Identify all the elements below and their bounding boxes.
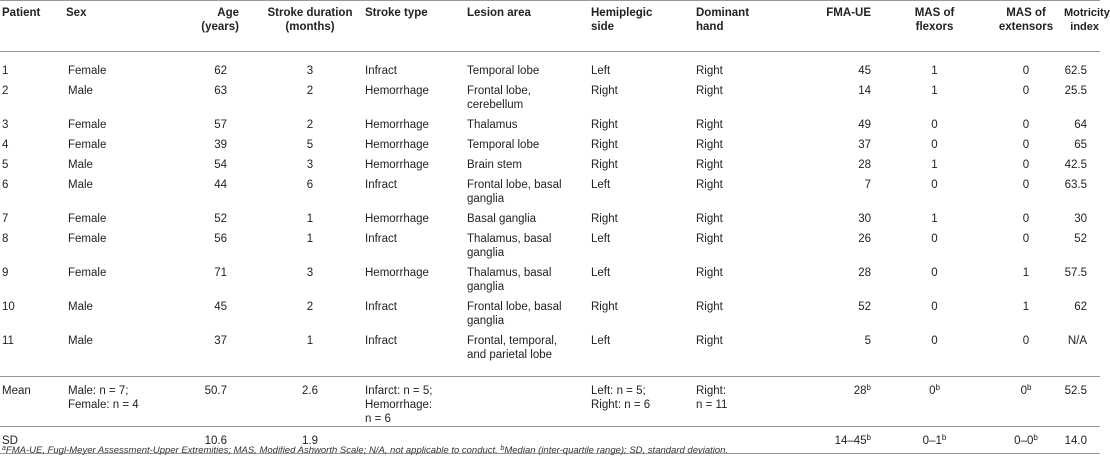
cell-sex: Male bbox=[68, 179, 93, 191]
header-mas-extensors: MAS of extensors bbox=[998, 7, 1054, 33]
header-dominant-hand: Dominant hand bbox=[696, 7, 750, 33]
cell-duration: 2 bbox=[306, 301, 314, 313]
cell-mas-extensors: 1 bbox=[1022, 267, 1030, 279]
mean-dominant-hand bbox=[676, 376, 761, 426]
table-row bbox=[0, 328, 1100, 376]
cell-mas-extensors: 0 bbox=[1022, 85, 1030, 97]
sd-mas-flexors bbox=[876, 426, 973, 453]
cell-lesion-area: Frontal lobe, basal ganglia bbox=[467, 179, 562, 205]
cell-mas-flexors: 1 bbox=[931, 85, 938, 97]
mean-stroke-type bbox=[359, 376, 457, 426]
cell-stroke-type: Hemorrhage bbox=[365, 267, 429, 279]
table-row bbox=[0, 112, 1100, 132]
mean-fma-ue bbox=[761, 376, 876, 426]
cell-stroke-type: Infract bbox=[365, 233, 397, 245]
sd-fma-sup: b bbox=[866, 432, 871, 442]
cell-patient: 6 bbox=[2, 179, 9, 191]
cell-duration: 3 bbox=[306, 65, 314, 77]
cell-fma-ue: 14 bbox=[858, 85, 871, 97]
mean-mas-flexors bbox=[876, 376, 973, 426]
sd-label: SD bbox=[2, 434, 18, 447]
mean-sex-male: Male: n = 7; bbox=[68, 384, 129, 397]
table-row bbox=[0, 132, 1100, 152]
cell-fma-ue: 5 bbox=[864, 335, 871, 347]
cell-age: 54 bbox=[214, 159, 227, 171]
cell-duration: 1 bbox=[306, 233, 314, 245]
header-mas-flexors: MAS of flexors bbox=[914, 7, 955, 33]
cell-mas-flexors: 1 bbox=[931, 213, 938, 225]
mean-mas-flex-value: 0 bbox=[929, 384, 936, 397]
cell-stroke-type: Infract bbox=[365, 65, 397, 77]
header-motricity-index: Motricity index bbox=[1064, 7, 1110, 33]
cell-patient: 5 bbox=[2, 159, 9, 171]
cell-age: 39 bbox=[214, 139, 227, 151]
header-sex: Sex bbox=[66, 7, 87, 19]
sd-mas-ext-sup: b bbox=[1033, 432, 1038, 442]
mean-side-line2: Right: n = 6 bbox=[591, 398, 651, 411]
table-body bbox=[0, 52, 1100, 377]
cell-hemiplegic-side: Right bbox=[591, 213, 618, 225]
cell-duration: 2 bbox=[306, 85, 314, 97]
cell-duration: 2 bbox=[306, 119, 314, 131]
table-row bbox=[0, 294, 1100, 328]
cell-hemiplegic-side: Left bbox=[591, 179, 611, 191]
sd-mas-ext-value: 0–0 bbox=[1014, 434, 1034, 447]
cell-hemiplegic-side: Right bbox=[591, 301, 618, 313]
cell-sex: Female bbox=[68, 233, 107, 245]
cell-age: 71 bbox=[214, 267, 227, 279]
cell-sex: Female bbox=[68, 213, 107, 225]
header-age: Age (years) bbox=[201, 7, 239, 33]
mean-mas-ext-sup: b bbox=[1026, 382, 1032, 392]
table-row bbox=[0, 226, 1100, 260]
cell-mas-extensors: 0 bbox=[1022, 213, 1030, 225]
cell-dominant-hand: Right bbox=[696, 233, 723, 245]
cell-dominant-hand: Right bbox=[696, 335, 723, 347]
cell-duration: 1 bbox=[306, 335, 314, 347]
cell-mas-flexors: 0 bbox=[931, 179, 938, 191]
table-summary bbox=[0, 376, 1100, 453]
cell-mas-extensors: 0 bbox=[1022, 65, 1030, 77]
cell-lesion-area: Basal ganglia bbox=[467, 213, 537, 225]
table-footnote bbox=[2, 445, 728, 456]
cell-sex: Male bbox=[68, 85, 93, 97]
header-stroke-type: Stroke type bbox=[365, 7, 428, 19]
mean-fma-sup: b bbox=[866, 382, 871, 392]
cell-dominant-hand: Right bbox=[696, 139, 723, 151]
cell-dominant-hand: Right bbox=[696, 65, 723, 77]
cell-dominant-hand: Right bbox=[696, 267, 723, 279]
cell-patient: 11 bbox=[2, 335, 14, 347]
cell-stroke-type: Hemorrhage bbox=[365, 159, 429, 171]
cell-mas-extensors: 0 bbox=[1022, 179, 1030, 191]
cell-lesion-area: Thalamus bbox=[467, 119, 518, 131]
cell-motricity: 30 bbox=[1074, 213, 1087, 225]
mean-hand-line1: Right: bbox=[696, 384, 727, 397]
cell-fma-ue: 26 bbox=[858, 233, 871, 245]
cell-fma-ue: 49 bbox=[858, 119, 871, 131]
sd-motricity: 14.0 bbox=[1064, 434, 1087, 447]
cell-patient: 4 bbox=[2, 139, 9, 151]
cell-motricity: N/A bbox=[1067, 335, 1087, 347]
cell-duration: 1 bbox=[306, 213, 314, 225]
cell-age: 62 bbox=[214, 65, 227, 77]
cell-stroke-type: Hemorrhage bbox=[365, 85, 429, 97]
table-row bbox=[0, 172, 1100, 206]
cell-patient: 3 bbox=[2, 119, 9, 131]
cell-age: 37 bbox=[214, 335, 227, 347]
cell-mas-flexors: 0 bbox=[931, 267, 938, 279]
cell-mas-flexors: 1 bbox=[931, 159, 938, 171]
cell-fma-ue: 28 bbox=[858, 267, 871, 279]
cell-stroke-type: Infract bbox=[365, 179, 397, 191]
cell-patient: 1 bbox=[2, 65, 9, 77]
table-row bbox=[0, 152, 1100, 172]
mean-sex-female: Female: n = 4 bbox=[68, 398, 139, 411]
sd-duration: 1.9 bbox=[302, 434, 318, 447]
sd-fma-ue bbox=[761, 426, 876, 453]
cell-mas-extensors: 0 bbox=[1022, 159, 1030, 171]
cell-mas-flexors: 0 bbox=[931, 301, 938, 313]
sd-fma-value: 14–45 bbox=[834, 434, 867, 447]
cell-patient: 2 bbox=[2, 85, 9, 97]
cell-mas-extensors: 0 bbox=[1022, 233, 1030, 245]
mean-side-line1: Left: n = 5; bbox=[591, 384, 646, 397]
cell-mas-flexors: 0 bbox=[931, 119, 938, 131]
table-row bbox=[0, 260, 1100, 294]
cell-sex: Female bbox=[68, 65, 107, 77]
cell-fma-ue: 52 bbox=[858, 301, 871, 313]
footnote-a-text: FMA-UE, Fugl-Meyer Assessment-Upper Extremities; MAS, Modified Ashworth Scale; N/A, not applicable to conduct. bbox=[5, 445, 498, 456]
sd-mas-extensors bbox=[973, 426, 1064, 453]
cell-age: 57 bbox=[214, 119, 227, 131]
cell-sex: Female bbox=[68, 119, 107, 131]
cell-lesion-area: Thalamus, basal ganglia bbox=[467, 233, 552, 259]
cell-dominant-hand: Right bbox=[696, 179, 723, 191]
cell-fma-ue: 37 bbox=[858, 139, 871, 151]
cell-stroke-type: Infract bbox=[365, 335, 397, 347]
cell-age: 56 bbox=[214, 233, 227, 245]
cell-age: 52 bbox=[214, 213, 227, 225]
cell-lesion-area: Temporal lobe bbox=[467, 65, 540, 77]
mean-mas-extensors bbox=[973, 376, 1064, 426]
cell-motricity: 62 bbox=[1074, 301, 1087, 313]
cell-motricity: 52 bbox=[1074, 233, 1087, 245]
cell-lesion-area: Frontal lobe, cerebellum bbox=[467, 85, 531, 111]
cell-stroke-type: Hemorrhage bbox=[365, 213, 429, 225]
mean-label: Mean bbox=[2, 384, 31, 397]
cell-motricity: 42.5 bbox=[1064, 159, 1087, 171]
mean-row bbox=[0, 376, 1100, 426]
cell-mas-extensors: 0 bbox=[1022, 119, 1030, 131]
cell-fma-ue: 30 bbox=[858, 213, 871, 225]
cell-duration: 3 bbox=[306, 159, 314, 171]
mean-hand-line2: n = 11 bbox=[696, 398, 728, 411]
cell-fma-ue: 7 bbox=[864, 179, 871, 191]
sd-mas-flex-value: 0–1 bbox=[922, 434, 942, 447]
mean-age: 50.7 bbox=[204, 384, 227, 397]
mean-mas-flex-sup: b bbox=[935, 382, 940, 392]
mean-sex bbox=[66, 376, 177, 426]
cell-stroke-type: Hemorrhage bbox=[365, 119, 429, 131]
table-row bbox=[0, 206, 1100, 226]
cell-hemiplegic-side: Left bbox=[591, 267, 611, 279]
cell-mas-flexors: 0 bbox=[931, 233, 938, 245]
cell-patient: 10 bbox=[2, 301, 15, 313]
cell-fma-ue: 45 bbox=[858, 65, 871, 77]
cell-lesion-area: Brain stem bbox=[467, 159, 522, 171]
mean-hemiplegic-side bbox=[566, 376, 676, 426]
cell-duration: 6 bbox=[306, 179, 314, 191]
header-lesion-area: Lesion area bbox=[467, 7, 531, 19]
cell-lesion-area: Thalamus, basal ganglia bbox=[467, 267, 552, 293]
footnote-a-mark: a bbox=[2, 445, 6, 452]
cell-mas-flexors: 1 bbox=[931, 65, 938, 77]
table-row bbox=[0, 78, 1100, 112]
cell-motricity: 64 bbox=[1074, 119, 1087, 131]
mean-lesion-area bbox=[457, 376, 566, 426]
cell-motricity: 62.5 bbox=[1064, 65, 1087, 77]
cell-duration: 5 bbox=[306, 139, 314, 151]
cell-mas-extensors: 1 bbox=[1022, 301, 1030, 313]
cell-dominant-hand: Right bbox=[696, 159, 723, 171]
cell-sex: Female bbox=[68, 267, 107, 279]
header-fma-ue: FMA-UE bbox=[826, 7, 871, 19]
cell-lesion-area: Temporal lobe bbox=[467, 139, 540, 151]
mean-fma-value: 28 bbox=[853, 384, 867, 397]
table-header bbox=[0, 1, 1110, 52]
footnote-b-text: Median (inter-quartile range); SD, standard deviation. bbox=[504, 445, 729, 456]
header-patient: Patient bbox=[2, 7, 41, 19]
cell-lesion-area: Frontal, temporal, and parietal lobe bbox=[467, 335, 558, 361]
cell-dominant-hand: Right bbox=[696, 213, 723, 225]
cell-motricity: 57.5 bbox=[1064, 267, 1087, 279]
mean-type-line2: Hemorrhage: bbox=[365, 398, 433, 411]
cell-mas-flexors: 0 bbox=[931, 335, 938, 347]
mean-duration: 2.6 bbox=[302, 384, 318, 397]
mean-motricity: 52.5 bbox=[1064, 384, 1087, 397]
cell-sex: Male bbox=[68, 159, 93, 171]
cell-motricity: 63.5 bbox=[1064, 179, 1087, 191]
sd-mas-flex-sup: b bbox=[941, 432, 947, 442]
cell-dominant-hand: Right bbox=[696, 85, 723, 97]
cell-hemiplegic-side: Right bbox=[591, 119, 618, 131]
sd-age: 10.6 bbox=[204, 434, 227, 447]
cell-sex: Female bbox=[68, 139, 107, 151]
cell-lesion-area: Frontal lobe, basal ganglia bbox=[467, 301, 562, 327]
cell-patient: 9 bbox=[2, 267, 9, 279]
cell-mas-flexors: 0 bbox=[931, 139, 938, 151]
cell-mas-extensors: 0 bbox=[1022, 335, 1030, 347]
cell-stroke-type: Infract bbox=[365, 301, 397, 313]
cell-hemiplegic-side: Left bbox=[591, 335, 611, 347]
cell-duration: 3 bbox=[306, 267, 314, 279]
cell-motricity: 65 bbox=[1074, 139, 1087, 151]
table-row bbox=[0, 52, 1100, 79]
cell-age: 45 bbox=[214, 301, 227, 313]
cell-mas-extensors: 0 bbox=[1022, 139, 1030, 151]
mean-type-line3: n = 6 bbox=[365, 412, 391, 425]
cell-age: 63 bbox=[214, 85, 227, 97]
header-stroke-duration: Stroke duration (months) bbox=[267, 7, 353, 33]
cell-sex: Male bbox=[68, 335, 93, 347]
cell-stroke-type: Hemorrhage bbox=[365, 139, 429, 151]
cell-age: 44 bbox=[214, 179, 227, 191]
mean-type-line1: Infarct: n = 5; bbox=[365, 384, 433, 397]
cell-patient: 8 bbox=[2, 233, 9, 245]
cell-hemiplegic-side: Right bbox=[591, 139, 618, 151]
header-hemiplegic-side: Hemiplegic side bbox=[591, 7, 653, 33]
cell-sex: Male bbox=[68, 301, 93, 313]
footnote-b-mark: b bbox=[500, 445, 505, 452]
cell-motricity: 25.5 bbox=[1064, 85, 1087, 97]
cell-fma-ue: 28 bbox=[858, 159, 871, 171]
cell-patient: 7 bbox=[2, 213, 9, 225]
cell-dominant-hand: Right bbox=[696, 301, 723, 313]
cell-hemiplegic-side: Left bbox=[591, 233, 611, 245]
cell-dominant-hand: Right bbox=[696, 119, 723, 131]
cell-hemiplegic-side: Left bbox=[591, 65, 611, 77]
mean-mas-ext-value: 0 bbox=[1020, 384, 1027, 397]
cell-hemiplegic-side: Right bbox=[591, 159, 618, 171]
cell-hemiplegic-side: Right bbox=[591, 85, 618, 97]
